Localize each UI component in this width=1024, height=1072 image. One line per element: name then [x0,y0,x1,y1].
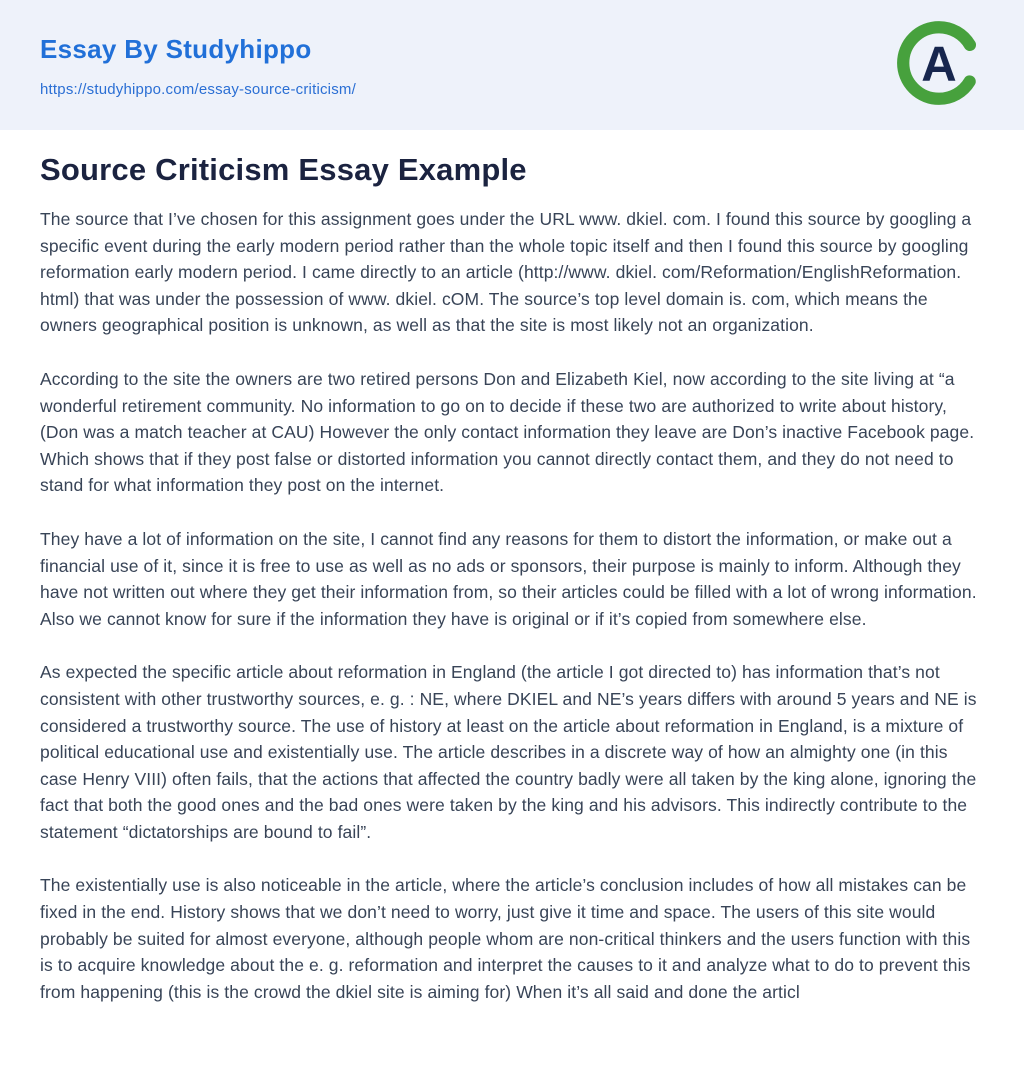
essay-paragraph: As expected the specific article about reformation in England (the article I got directed to) has information that’s not consistent with other trustworthy sources, e. g. : NE, where DKIEL and NE’s years differs with around 5 years and NE is considered a trustworthy source. The use of history at least on the article about reformation in England, is a mixture of political educational use and existentially use. The article describes in a discrete way of how an almighty one (in this case Henry VIII) often fails, that the actions that affected the country badly were all taken by the king alone, ignoring the fact that both the good ones and the bad ones were taken by the king and his advisors. This indirectly contribute to the statement “dictatorships are bound to fail”. [40,662,977,842]
essay-paragraph: The existentially use is also noticeable in the article, where the article’s conclusion includes of how all mistakes can be fixed in the end. History shows that we don’t need to worry, just give it time and space. The users of this site would probably be suited for almost everyone, although people whom are non-critical thinkers and the users function with this is to acquire knowledge about the e. g. reformation and interpret the causes to it and analyze what to do to prevent this from happening (this is the crowd the dkiel site is aiming for) When it’s all said and done the articl [40,875,971,1002]
studyhippo-logo [894,18,984,108]
page-header [0,0,1024,130]
studyhippo-logo-icon [894,18,984,108]
essay-paragraph: They have a lot of information on the site, I cannot find any reasons for them to distort the information, or make out a financial use of it, since it is free to use as well as no ads or sponsors, their purpose is mainly to inform. Although they have not written out where they get their information from, so their articles could be filled with a lot of wrong information. Also we cannot know for sure if the information they have is original or if it’s copied from somewhere else. [40,528,977,629]
essay-title: Source Criticism Essay Example [40,152,527,187]
source-url-link[interactable]: https://studyhippo.com/essay-source-criticism/ [40,81,356,98]
logo-letter: A [921,37,957,92]
essay-paragraph: The source that I’ve chosen for this assignment goes under the URL www. dkiel. com. I found this source by googling a specific event during the early modern period rather than the whole topic itself and then I found this source by googling reformation early modern period. I came directly to an article (http://www. dkiel. com/Reformation/EnglishReformation. html) that was under the possession of www. dkiel. cOM. The source’s top level domain is. com, which means the owners geographical position is unknown, as well as that the site is most likely not an organization. [40,209,972,336]
essay-article [0,130,1024,1072]
essay-paragraph: According to the site the owners are two retired persons Don and Elizabeth Kiel, now according to the site living at “a wonderful retirement community. No information to go on to decide if these two are authorized to write about history, (Don was a match teacher at CAU) However the only contact information they leave are Don’s inactive Facebook page. Which shows that if they post false or distorted information you cannot directly contact them, and they do not need to stand for what information they post on the internet. [40,368,975,496]
site-title: Essay By Studyhippo [40,34,312,64]
